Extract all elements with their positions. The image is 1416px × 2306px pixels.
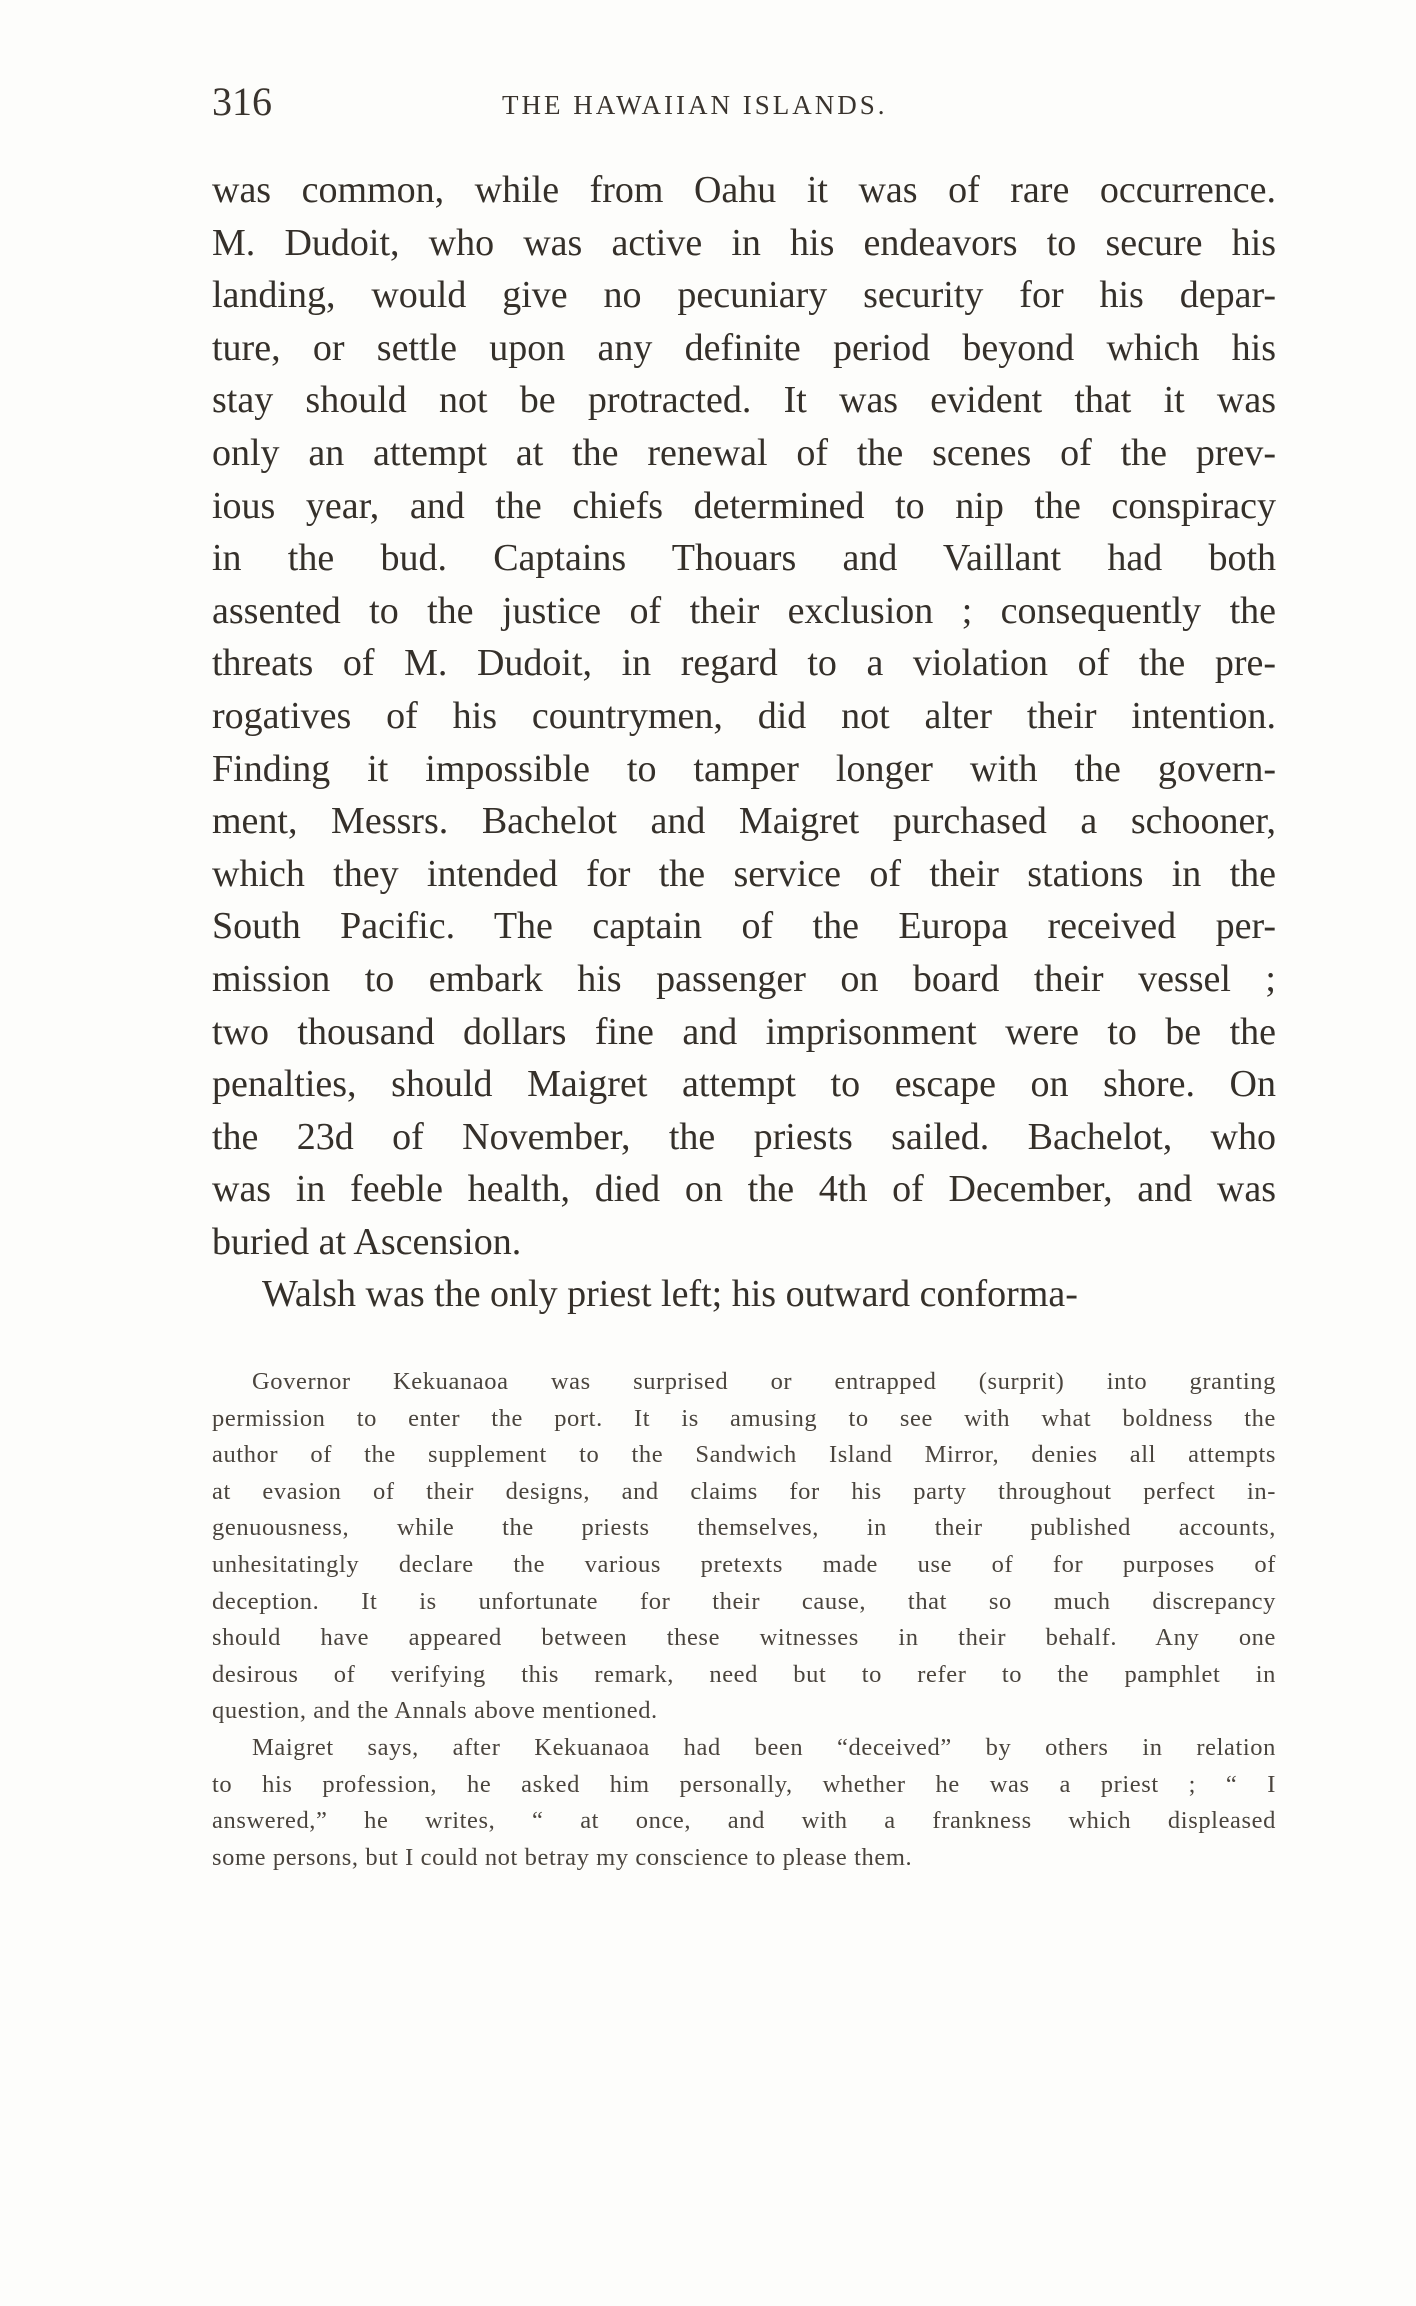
- running-title: THE HAWAIIAN ISLANDS.: [502, 90, 888, 120]
- footnote-line: some persons, but I could not betray my conscience to please them.: [212, 1843, 913, 1871]
- text-line: ious year, and the chiefs determined to nip the conspiracy: [212, 484, 1276, 527]
- footnote-line: at evasion of their designs, and claims for his party throughout perfect in-: [212, 1477, 1276, 1505]
- text-line: penalties, should Maigret attempt to escape on shore. On: [212, 1063, 1276, 1106]
- text-line: assented to the justice of their exclusion ; consequently the: [212, 589, 1276, 632]
- text-line: was common, while from Oahu it was of rare occurrence.: [212, 169, 1276, 211]
- footnote-line: to his profession, he asked him personally, whether he was a priest ; “ I: [212, 1770, 1276, 1798]
- footnote-line: genuousness, while the priests themselves, in their published accounts,: [212, 1514, 1276, 1542]
- page-header: [212, 78, 1272, 138]
- footnote-line: unhesitatingly declare the various pretexts made use of for purposes of: [212, 1550, 1276, 1578]
- footnote-line: author of the supplement to the Sandwich Island Mirror, denies all attempts: [212, 1441, 1276, 1469]
- text-line: in the bud. Captains Thouars and Vaillant had both: [212, 537, 1276, 580]
- text-line: ment, Messrs. Bachelot and Maigret purchased a schooner,: [212, 800, 1276, 843]
- text-line: threats of M. Dudoit, in regard to a violation of the pre-: [212, 642, 1276, 685]
- text-line: the 23d of November, the priests sailed. Bachelot, who: [212, 1115, 1276, 1158]
- footnote-line: permission to enter the port. It is amusing to see with what boldness the: [212, 1404, 1276, 1432]
- footnote-line: should have appeared between these witnesses in their behalf. Any one: [212, 1624, 1276, 1652]
- footnotes: [212, 1364, 1276, 1876]
- text-line: mission to embark his passenger on board their vessel ;: [212, 957, 1276, 1000]
- footnote-line: answered,” he writes, “ at once, and with a frankness which displeased: [212, 1807, 1276, 1835]
- text-line: buried at Ascension.: [212, 1220, 522, 1263]
- main-text: [212, 164, 1276, 1321]
- text-line: was in feeble health, died on the 4th of December, and was: [212, 1168, 1276, 1211]
- text-line: two thousand dollars fine and imprisonment were to be the: [212, 1010, 1276, 1053]
- footnote-line: Maigret says, after Kekuanaoa had been “deceived” by others in relation: [252, 1733, 1276, 1761]
- text-line: stay should not be protracted. It was evident that it was: [212, 379, 1276, 422]
- text-line: Finding it impossible to tamper longer with the govern-: [212, 747, 1276, 790]
- text-line: landing, would give no pecuniary security for his depar-: [212, 274, 1276, 317]
- footnote-line: desirous of verifying this remark, need but to refer to the pamphlet in: [212, 1660, 1276, 1688]
- footnote-line: Governor Kekuanaoa was surprised or entrapped (surprit) into granting: [252, 1368, 1276, 1395]
- text-line: South Pacific. The captain of the Europa received per-: [212, 905, 1276, 948]
- text-line: M. Dudoit, who was active in his endeavors to secure his: [212, 221, 1276, 264]
- footnote-line: question, and the Annals above mentioned.: [212, 1697, 658, 1725]
- text-line: Walsh was the only priest left; his outward conforma-: [262, 1273, 1078, 1316]
- text-line: which they intended for the service of their stations in the: [212, 852, 1276, 895]
- text-line: rogatives of his countrymen, did not alter their intention.: [212, 694, 1276, 737]
- text-line: only an attempt at the renewal of the scenes of the prev-: [212, 431, 1276, 474]
- text-line: ture, or settle upon any definite period beyond which his: [212, 326, 1276, 369]
- page-number: 316: [212, 79, 272, 124]
- footnote-line: deception. It is unfortunate for their cause, that so much discrepancy: [212, 1587, 1276, 1615]
